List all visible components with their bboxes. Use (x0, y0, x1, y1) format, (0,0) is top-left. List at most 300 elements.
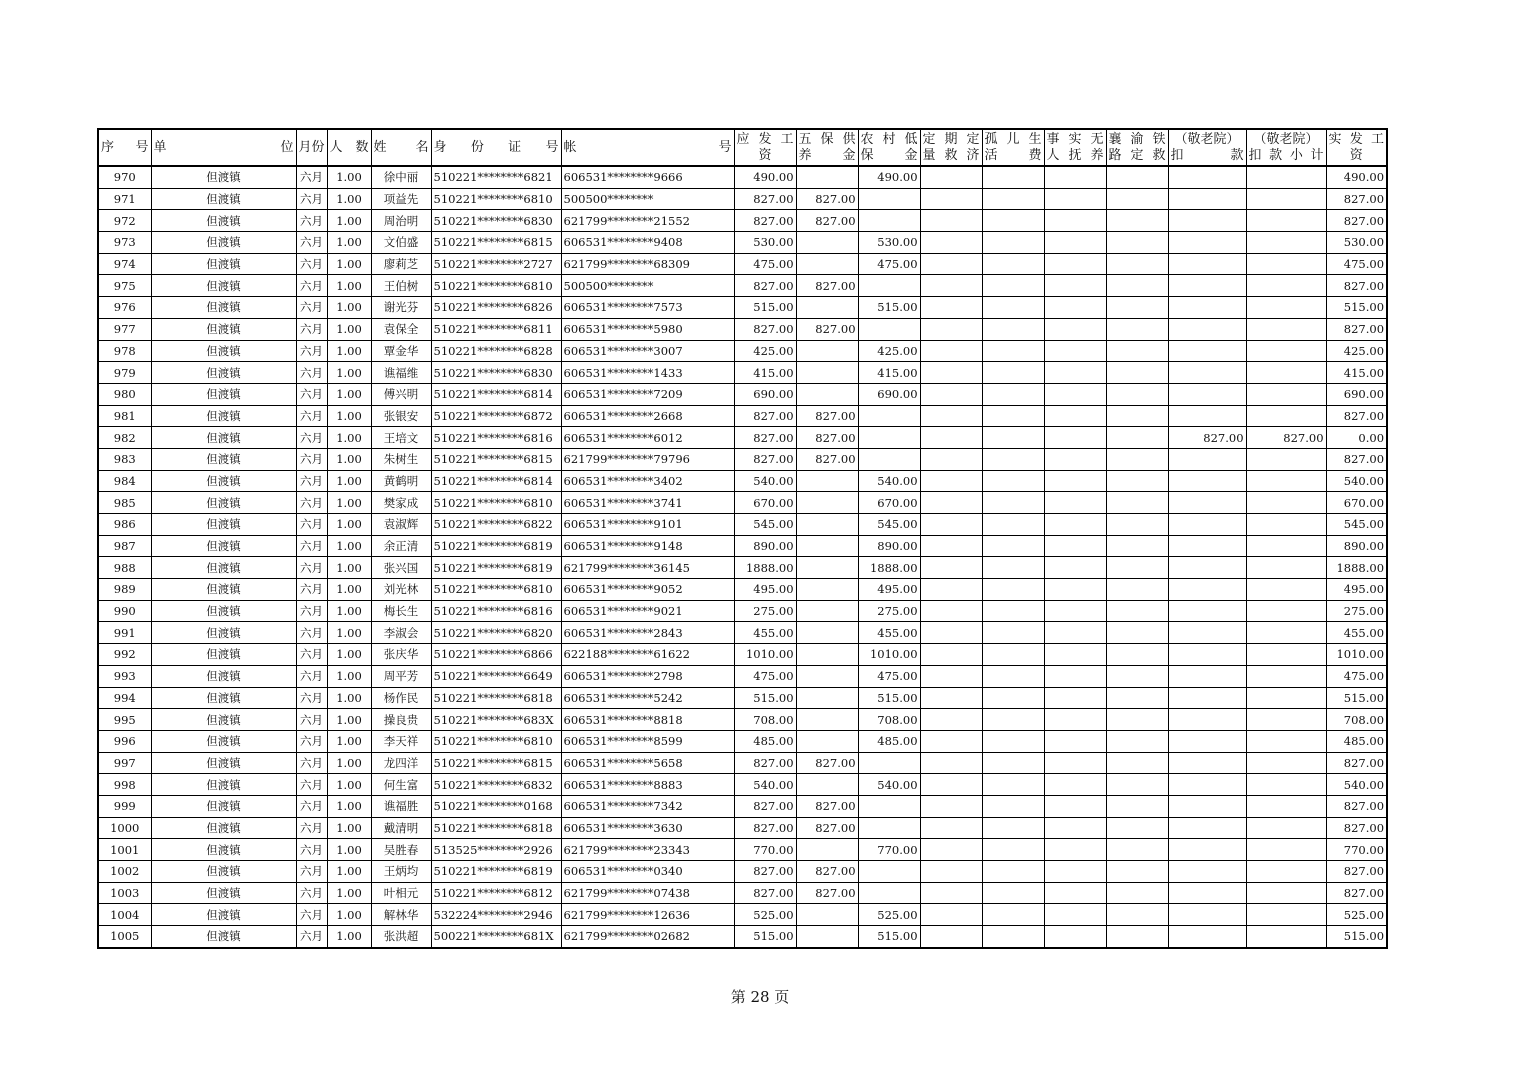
cell-guer (982, 470, 1044, 492)
cell-actual-wage: 827.00 (1326, 275, 1387, 297)
col-header-jinglao-deduction: （敬老院） 扣 款 (1168, 129, 1246, 166)
cell-xiangyu (1106, 405, 1168, 427)
cell-month: 六月 (296, 644, 327, 666)
cell-month: 六月 (296, 514, 327, 536)
cell-guer (982, 492, 1044, 514)
cell-account: 500500******** (561, 275, 734, 297)
cell-actual-wage: 827.00 (1326, 795, 1387, 817)
cell-id-number: 510221********6822 (431, 514, 561, 536)
cell-actual-wage: 890.00 (1326, 535, 1387, 557)
cell-account: 621799********23343 (561, 839, 734, 861)
cell-wubao (796, 709, 858, 731)
cell-seq: 973 (98, 232, 151, 254)
cell-xiangyu (1106, 275, 1168, 297)
cell-jinglao-deduction (1168, 492, 1246, 514)
cell-month: 六月 (296, 427, 327, 449)
cell-account: 606531********3007 (561, 340, 734, 362)
cell-unit: 但渡镇 (151, 644, 296, 666)
col-header-xiangyu: 襄 渝 铁 路 定 救 (1106, 129, 1168, 166)
cell-due-wage: 690.00 (734, 383, 796, 405)
cell-id-number: 510221********6820 (431, 622, 561, 644)
cell-dibao (858, 861, 920, 883)
cell-due-wage: 827.00 (734, 405, 796, 427)
table-row (98, 644, 1387, 666)
cell-month: 六月 (296, 166, 327, 188)
cell-unit: 但渡镇 (151, 340, 296, 362)
cell-seq: 980 (98, 383, 151, 405)
cell-wubao (796, 232, 858, 254)
cell-id-number: 510221********6810 (431, 730, 561, 752)
cell-guer (982, 904, 1044, 926)
cell-dingqi (920, 492, 982, 514)
cell-month: 六月 (296, 665, 327, 687)
cell-wubao (796, 665, 858, 687)
cell-actual-wage: 1888.00 (1326, 557, 1387, 579)
cell-shishi (1044, 579, 1106, 601)
cell-name: 袁保全 (371, 318, 431, 340)
cell-actual-wage: 485.00 (1326, 730, 1387, 752)
cell-seq: 978 (98, 340, 151, 362)
cell-seq: 1001 (98, 839, 151, 861)
col-header-due: 应 发 工 资 (734, 129, 796, 166)
cell-seq: 1004 (98, 904, 151, 926)
cell-name: 项益先 (371, 188, 431, 210)
cell-jinglao-subtotal (1246, 470, 1326, 492)
cell-shishi (1044, 861, 1106, 883)
cell-jinglao-deduction (1168, 557, 1246, 579)
table-row (98, 275, 1387, 297)
cell-guer (982, 926, 1044, 948)
cell-jinglao-deduction (1168, 275, 1246, 297)
cell-account: 606531********8599 (561, 730, 734, 752)
cell-id-number: 510221********6811 (431, 318, 561, 340)
table-row (98, 774, 1387, 796)
cell-jinglao-subtotal (1246, 644, 1326, 666)
cell-seq: 986 (98, 514, 151, 536)
cell-name: 余正清 (371, 535, 431, 557)
cell-month: 六月 (296, 882, 327, 904)
cell-dibao: 890.00 (858, 535, 920, 557)
cell-month: 六月 (296, 232, 327, 254)
cell-month: 六月 (296, 600, 327, 622)
cell-dingqi (920, 730, 982, 752)
cell-guer (982, 600, 1044, 622)
cell-count: 1.00 (327, 383, 371, 405)
cell-name: 谢光芬 (371, 297, 431, 319)
cell-unit: 但渡镇 (151, 275, 296, 297)
cell-wubao (796, 492, 858, 514)
cell-actual-wage: 530.00 (1326, 232, 1387, 254)
cell-jinglao-subtotal (1246, 340, 1326, 362)
cell-xiangyu (1106, 817, 1168, 839)
cell-jinglao-deduction (1168, 362, 1246, 384)
cell-jinglao-deduction (1168, 253, 1246, 275)
cell-jinglao-subtotal (1246, 839, 1326, 861)
cell-actual-wage: 515.00 (1326, 687, 1387, 709)
table-header (98, 129, 1387, 166)
cell-seq: 987 (98, 535, 151, 557)
cell-due-wage: 890.00 (734, 535, 796, 557)
cell-name: 解林华 (371, 904, 431, 926)
cell-jinglao-subtotal (1246, 514, 1326, 536)
table-row (98, 297, 1387, 319)
cell-unit: 但渡镇 (151, 839, 296, 861)
cell-jinglao-subtotal (1246, 861, 1326, 883)
cell-dibao: 475.00 (858, 665, 920, 687)
cell-actual-wage: 690.00 (1326, 383, 1387, 405)
cell-unit: 但渡镇 (151, 427, 296, 449)
cell-guer (982, 340, 1044, 362)
cell-jinglao-subtotal: 827.00 (1246, 427, 1326, 449)
cell-due-wage: 415.00 (734, 362, 796, 384)
cell-month: 六月 (296, 210, 327, 232)
table-row (98, 904, 1387, 926)
cell-month: 六月 (296, 752, 327, 774)
cell-unit: 但渡镇 (151, 600, 296, 622)
cell-shishi (1044, 600, 1106, 622)
cell-month: 六月 (296, 340, 327, 362)
cell-unit: 但渡镇 (151, 882, 296, 904)
cell-xiangyu (1106, 253, 1168, 275)
cell-shishi (1044, 687, 1106, 709)
cell-seq: 988 (98, 557, 151, 579)
cell-count: 1.00 (327, 362, 371, 384)
table-row (98, 926, 1387, 948)
cell-id-number: 510221********6814 (431, 470, 561, 492)
cell-jinglao-deduction (1168, 752, 1246, 774)
table-row (98, 340, 1387, 362)
cell-jinglao-deduction: 827.00 (1168, 427, 1246, 449)
cell-dingqi (920, 253, 982, 275)
cell-month: 六月 (296, 405, 327, 427)
cell-dingqi (920, 687, 982, 709)
cell-count: 1.00 (327, 600, 371, 622)
cell-dibao (858, 817, 920, 839)
cell-actual-wage: 525.00 (1326, 904, 1387, 926)
cell-dingqi (920, 340, 982, 362)
cell-shishi (1044, 448, 1106, 470)
cell-dingqi (920, 535, 982, 557)
cell-shishi (1044, 470, 1106, 492)
cell-jinglao-subtotal (1246, 557, 1326, 579)
cell-guer (982, 622, 1044, 644)
table-row (98, 492, 1387, 514)
cell-dingqi (920, 795, 982, 817)
cell-due-wage: 475.00 (734, 253, 796, 275)
cell-jinglao-deduction (1168, 904, 1246, 926)
cell-due-wage: 827.00 (734, 210, 796, 232)
cell-account: 621799********68309 (561, 253, 734, 275)
cell-count: 1.00 (327, 210, 371, 232)
cell-due-wage: 827.00 (734, 188, 796, 210)
cell-name: 樊家成 (371, 492, 431, 514)
cell-seq: 997 (98, 752, 151, 774)
col-header-month: 月份 (296, 129, 327, 166)
cell-dingqi (920, 774, 982, 796)
cell-dibao: 540.00 (858, 774, 920, 796)
cell-dingqi (920, 470, 982, 492)
cell-id-number: 510221********6810 (431, 492, 561, 514)
cell-jinglao-subtotal (1246, 817, 1326, 839)
cell-name: 王培文 (371, 427, 431, 449)
cell-jinglao-deduction (1168, 882, 1246, 904)
cell-count: 1.00 (327, 253, 371, 275)
cell-jinglao-subtotal (1246, 730, 1326, 752)
cell-xiangyu (1106, 535, 1168, 557)
cell-jinglao-deduction (1168, 817, 1246, 839)
cell-account: 621799********02682 (561, 926, 734, 948)
cell-wubao (796, 730, 858, 752)
cell-account: 606531********9666 (561, 166, 734, 188)
cell-count: 1.00 (327, 904, 371, 926)
cell-xiangyu (1106, 579, 1168, 601)
cell-wubao (796, 383, 858, 405)
cell-unit: 但渡镇 (151, 470, 296, 492)
cell-jinglao-deduction (1168, 318, 1246, 340)
cell-id-number: 510221********6816 (431, 427, 561, 449)
table-row (98, 600, 1387, 622)
cell-shishi (1044, 318, 1106, 340)
cell-wubao (796, 644, 858, 666)
table-row (98, 709, 1387, 731)
cell-jinglao-subtotal (1246, 904, 1326, 926)
cell-month: 六月 (296, 795, 327, 817)
cell-guer (982, 232, 1044, 254)
cell-id-number: 510221********6830 (431, 362, 561, 384)
cell-wubao (796, 600, 858, 622)
cell-guer (982, 427, 1044, 449)
cell-account: 606531********0340 (561, 861, 734, 883)
cell-name: 李淑会 (371, 622, 431, 644)
cell-count: 1.00 (327, 665, 371, 687)
cell-shishi (1044, 362, 1106, 384)
cell-dibao: 1010.00 (858, 644, 920, 666)
cell-name: 黄鹤明 (371, 470, 431, 492)
cell-account: 606531********1433 (561, 362, 734, 384)
cell-id-number: 510221********6810 (431, 275, 561, 297)
cell-unit: 但渡镇 (151, 557, 296, 579)
cell-guer (982, 709, 1044, 731)
cell-account: 621799********12636 (561, 904, 734, 926)
cell-id-number: 510221********6812 (431, 882, 561, 904)
cell-month: 六月 (296, 448, 327, 470)
cell-xiangyu (1106, 166, 1168, 188)
cell-dibao (858, 882, 920, 904)
cell-account: 622188********61622 (561, 644, 734, 666)
cell-wubao (796, 774, 858, 796)
cell-guer (982, 687, 1044, 709)
cell-dibao: 515.00 (858, 687, 920, 709)
cell-actual-wage: 495.00 (1326, 579, 1387, 601)
cell-unit: 但渡镇 (151, 535, 296, 557)
cell-shishi (1044, 166, 1106, 188)
cell-jinglao-deduction (1168, 687, 1246, 709)
cell-account: 500500******** (561, 188, 734, 210)
cell-shishi (1044, 665, 1106, 687)
cell-seq: 984 (98, 470, 151, 492)
cell-guer (982, 752, 1044, 774)
cell-account: 606531********2798 (561, 665, 734, 687)
cell-jinglao-deduction (1168, 861, 1246, 883)
cell-actual-wage: 670.00 (1326, 492, 1387, 514)
col-header-count: 人 数 (327, 129, 371, 166)
cell-name: 周平芳 (371, 665, 431, 687)
cell-count: 1.00 (327, 535, 371, 557)
cell-actual-wage: 1010.00 (1326, 644, 1387, 666)
cell-guer (982, 318, 1044, 340)
cell-account: 606531********3402 (561, 470, 734, 492)
cell-id-number: 532224********2946 (431, 904, 561, 926)
cell-actual-wage: 827.00 (1326, 318, 1387, 340)
table-row (98, 730, 1387, 752)
cell-xiangyu (1106, 882, 1168, 904)
cell-seq: 1003 (98, 882, 151, 904)
cell-dingqi (920, 166, 982, 188)
cell-seq: 993 (98, 665, 151, 687)
cell-seq: 999 (98, 795, 151, 817)
cell-jinglao-subtotal (1246, 166, 1326, 188)
cell-seq: 990 (98, 600, 151, 622)
cell-jinglao-deduction (1168, 210, 1246, 232)
cell-seq: 977 (98, 318, 151, 340)
cell-xiangyu (1106, 557, 1168, 579)
cell-jinglao-subtotal (1246, 318, 1326, 340)
cell-unit: 但渡镇 (151, 926, 296, 948)
cell-jinglao-deduction (1168, 730, 1246, 752)
cell-id-number: 510221********6816 (431, 600, 561, 622)
cell-shishi (1044, 795, 1106, 817)
cell-month: 六月 (296, 253, 327, 275)
cell-xiangyu (1106, 448, 1168, 470)
cell-seq: 1000 (98, 817, 151, 839)
cell-name: 龙四洋 (371, 752, 431, 774)
cell-id-number: 510221********6814 (431, 383, 561, 405)
cell-id-number: 510221********6866 (431, 644, 561, 666)
table-row (98, 882, 1387, 904)
cell-dingqi (920, 383, 982, 405)
cell-due-wage: 425.00 (734, 340, 796, 362)
cell-unit: 但渡镇 (151, 730, 296, 752)
table-row (98, 752, 1387, 774)
cell-dibao: 1888.00 (858, 557, 920, 579)
cell-actual-wage: 827.00 (1326, 405, 1387, 427)
cell-unit: 但渡镇 (151, 188, 296, 210)
cell-unit: 但渡镇 (151, 774, 296, 796)
cell-account: 606531********5658 (561, 752, 734, 774)
cell-actual-wage: 425.00 (1326, 340, 1387, 362)
cell-unit: 但渡镇 (151, 253, 296, 275)
table-row (98, 405, 1387, 427)
table-row (98, 188, 1387, 210)
cell-count: 1.00 (327, 340, 371, 362)
cell-jinglao-subtotal (1246, 188, 1326, 210)
cell-dibao (858, 210, 920, 232)
cell-count: 1.00 (327, 166, 371, 188)
cell-due-wage: 525.00 (734, 904, 796, 926)
cell-seq: 970 (98, 166, 151, 188)
cell-due-wage: 1888.00 (734, 557, 796, 579)
table-row (98, 253, 1387, 275)
cell-shishi (1044, 405, 1106, 427)
cell-seq: 985 (98, 492, 151, 514)
cell-name: 文伯盛 (371, 232, 431, 254)
col-header-actual: 实 发 工 资 (1326, 129, 1387, 166)
cell-jinglao-deduction (1168, 839, 1246, 861)
cell-guer (982, 730, 1044, 752)
cell-count: 1.00 (327, 232, 371, 254)
cell-wubao: 827.00 (796, 795, 858, 817)
cell-dibao: 485.00 (858, 730, 920, 752)
cell-dibao: 670.00 (858, 492, 920, 514)
cell-jinglao-deduction (1168, 579, 1246, 601)
cell-unit: 但渡镇 (151, 232, 296, 254)
cell-name: 操良贵 (371, 709, 431, 731)
cell-xiangyu (1106, 687, 1168, 709)
table-row (98, 687, 1387, 709)
cell-wubao (796, 166, 858, 188)
cell-shishi (1044, 492, 1106, 514)
cell-account: 606531********9148 (561, 535, 734, 557)
cell-shishi (1044, 340, 1106, 362)
cell-dingqi (920, 405, 982, 427)
cell-unit: 但渡镇 (151, 362, 296, 384)
cell-due-wage: 485.00 (734, 730, 796, 752)
cell-dibao (858, 448, 920, 470)
cell-guer (982, 297, 1044, 319)
cell-due-wage: 495.00 (734, 579, 796, 601)
cell-dingqi (920, 232, 982, 254)
cell-actual-wage: 540.00 (1326, 470, 1387, 492)
cell-jinglao-subtotal (1246, 665, 1326, 687)
cell-shishi (1044, 297, 1106, 319)
col-header-shishi: 事 实 无 人 抚 养 (1044, 129, 1106, 166)
cell-wubao (796, 253, 858, 275)
cell-due-wage: 515.00 (734, 687, 796, 709)
cell-count: 1.00 (327, 318, 371, 340)
cell-xiangyu (1106, 470, 1168, 492)
cell-xiangyu (1106, 774, 1168, 796)
cell-count: 1.00 (327, 882, 371, 904)
cell-name: 杨作民 (371, 687, 431, 709)
cell-jinglao-subtotal (1246, 535, 1326, 557)
cell-unit: 但渡镇 (151, 904, 296, 926)
cell-unit: 但渡镇 (151, 687, 296, 709)
cell-actual-wage: 827.00 (1326, 752, 1387, 774)
cell-wubao (796, 926, 858, 948)
cell-shishi (1044, 210, 1106, 232)
cell-due-wage: 827.00 (734, 752, 796, 774)
cell-count: 1.00 (327, 297, 371, 319)
cell-unit: 但渡镇 (151, 622, 296, 644)
cell-guer (982, 448, 1044, 470)
cell-count: 1.00 (327, 709, 371, 731)
cell-seq: 996 (98, 730, 151, 752)
cell-count: 1.00 (327, 448, 371, 470)
cell-due-wage: 530.00 (734, 232, 796, 254)
cell-dibao: 490.00 (858, 166, 920, 188)
cell-actual-wage: 827.00 (1326, 188, 1387, 210)
cell-account: 621799********36145 (561, 557, 734, 579)
cell-actual-wage: 275.00 (1326, 600, 1387, 622)
cell-unit: 但渡镇 (151, 665, 296, 687)
cell-guer (982, 405, 1044, 427)
cell-xiangyu (1106, 752, 1168, 774)
cell-count: 1.00 (327, 514, 371, 536)
cell-due-wage: 515.00 (734, 926, 796, 948)
cell-dibao: 475.00 (858, 253, 920, 275)
cell-account: 606531********2668 (561, 405, 734, 427)
cell-shishi (1044, 427, 1106, 449)
